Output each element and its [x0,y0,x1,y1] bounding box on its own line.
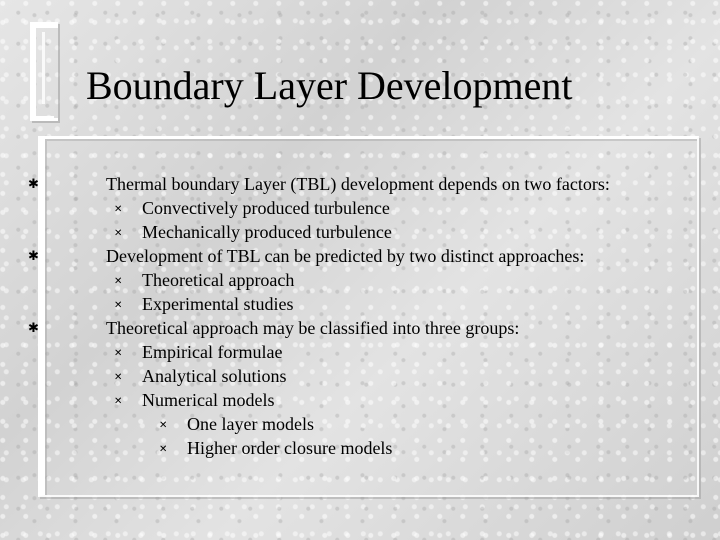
bullet-text: One layer models [187,414,314,434]
bullet-item [28,172,610,196]
bullet-text: Experimental studies [142,294,294,314]
cross-bullet-icon: ✕ [159,444,168,455]
bullet-text: Development of TBL can be predicted by two distinct approaches: [106,246,585,266]
sub-bullet-item [114,364,287,388]
asterisk-bullet-icon: ✱ [28,249,39,264]
sub-bullet-item [114,340,283,364]
sub-bullet-item [114,292,294,316]
bullet-text: Convectively produced turbulence [142,198,390,218]
cross-bullet-icon: ✕ [114,372,123,383]
sub-bullet-item [114,268,295,292]
cross-bullet-icon: ✕ [114,348,123,359]
bullet-text: Thermal boundary Layer (TBL) development depends on two factors: [106,174,610,194]
sub-bullet-item [114,388,275,412]
cross-bullet-icon: ✕ [114,396,123,407]
cross-bullet-icon: ✕ [114,228,123,239]
sub-bullet-item [114,220,392,244]
bullet-text: Theoretical approach may be classified into three groups: [106,318,520,338]
decorative-bracket-inner [42,32,55,104]
sub-sub-bullet-item [159,436,393,460]
title-underline-rule [34,116,54,119]
bullet-text: Empirical formulae [142,342,283,362]
bullet-text: Mechanically produced turbulence [142,222,392,242]
asterisk-bullet-icon: ✱ [28,177,39,192]
bullet-text: Analytical solutions [142,366,287,386]
bullet-item [28,244,585,268]
cross-bullet-icon: ✕ [159,420,168,431]
bullet-item [28,316,520,340]
slide-title: Boundary Layer Development [86,63,573,108]
bullet-text: Numerical models [142,390,275,410]
cross-bullet-icon: ✕ [114,204,123,215]
cross-bullet-icon: ✕ [114,300,123,311]
sub-sub-bullet-item [159,412,314,436]
asterisk-bullet-icon: ✱ [28,321,39,336]
bullet-text: Theoretical approach [142,270,295,290]
sub-bullet-item [114,196,390,220]
bullet-text: Higher order closure models [187,438,393,458]
cross-bullet-icon: ✕ [114,276,123,287]
